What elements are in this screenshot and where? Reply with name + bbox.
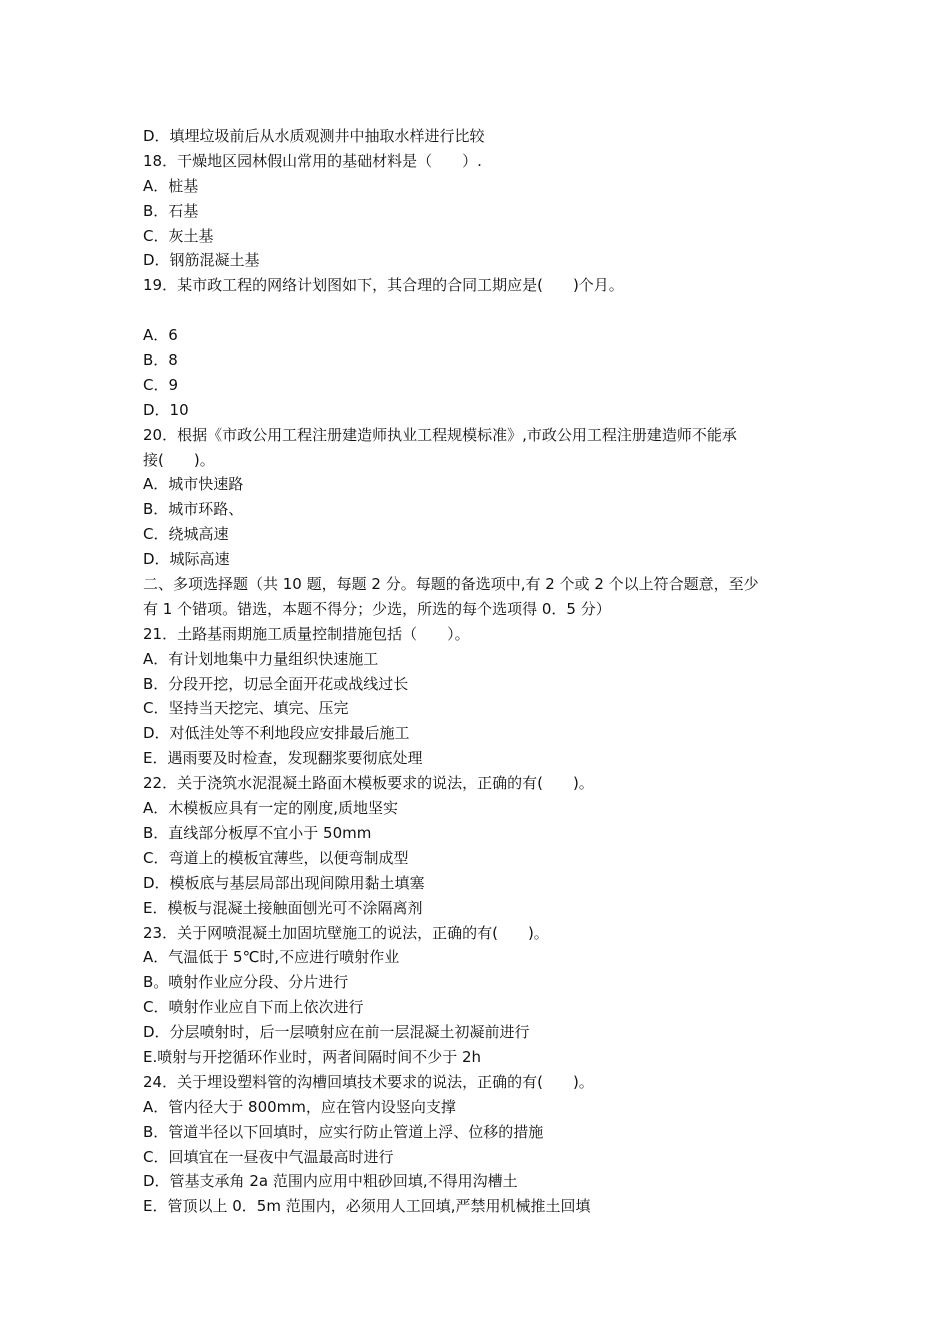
option-line: C．坚持当天挖完、填完、压完 (143, 699, 349, 718)
option-line: D．模板底与基层局部出现间隙用黏土填塞 (143, 873, 425, 892)
option-line: E．模板与混凝土接触面刨光可不涂隔离剂 (143, 898, 423, 917)
option-line: A．6 (143, 326, 178, 345)
option-line: A．气温低于 5℃时,不应进行喷射作业 (143, 948, 400, 967)
option-line: A．桩基 (143, 176, 199, 195)
option-line: B．直线部分板厚不宜小于 50mm (143, 823, 372, 842)
option-line: A．城市快速路 (143, 475, 244, 494)
option-line: D．10 (143, 400, 189, 419)
option-line: E.喷射与开挖循环作业时，两者间隔时间不少于 2h (143, 1047, 482, 1066)
option-line: C．喷射作业应自下而上依次进行 (143, 998, 364, 1017)
option-line: E．遇雨要及时检查，发现翻浆要彻底处理 (143, 749, 423, 768)
question-20-continued: 接( )。 (143, 450, 215, 469)
option-line: C．绕城高速 (143, 525, 229, 544)
question-20: 20．根据《市政公用工程注册建造师执业工程规模标准》,市政公用工程注册建造师不能承 (143, 425, 737, 444)
question-23: 23．关于网喷混凝土加固坑壁施工的说法，正确的有( )。 (143, 923, 549, 942)
question-24: 24．关于埋设塑料管的沟槽回填技术要求的说法，正确的有( )。 (143, 1072, 594, 1091)
option-line: A．有计划地集中力量组织快速施工 (143, 649, 379, 668)
option-line: A．管内径大于 800mm，应在管内设竖向支撑 (143, 1097, 456, 1116)
option-line: E．管顶以上 0．5m 范围内，必须用人工回填,严禁用机械推土回填 (143, 1197, 591, 1216)
question-19: 19．某市政工程的网络计划图如下，其合理的合同工期应是( )个月。 (143, 276, 624, 295)
option-line: D．分层喷射时，后一层喷射应在前一层混凝土初凝前进行 (143, 1023, 530, 1042)
section-heading: 二、多项选择题（共 10 题，每题 2 分。每题的备选项中,有 2 个或 2 个以上符合题意，至少 (143, 575, 759, 594)
option-line: D．管基支承角 2a 范围内应用中粗砂回填,不得用沟槽土 (143, 1172, 518, 1191)
option-line: D．城际高速 (143, 550, 230, 569)
option-line: B。喷射作业应分段、分片进行 (143, 973, 349, 992)
question-21: 21．土路基雨期施工质量控制措施包括（ ）。 (143, 624, 470, 643)
blank-line (143, 298, 813, 323)
section-heading-continued: 有 1 个错项。错选，本题不得分；少选，所选的每个选项得 0．5 分） (143, 599, 611, 618)
option-line: B．管道半径以下回填时，应实行防止管道上浮、位移的措施 (143, 1122, 544, 1141)
option-line: A．木模板应具有一定的刚度,质地坚实 (143, 799, 399, 818)
option-line: D．钢筋混凝土基 (143, 251, 260, 270)
option-line: C．弯道上的模板宜薄些，以便弯制成型 (143, 848, 409, 867)
option-line: D．对低洼处等不利地段应安排最后施工 (143, 724, 410, 743)
document-body (143, 124, 813, 1219)
option-line: C．灰土基 (143, 226, 214, 245)
text-line: D．填埋垃圾前后从水质观测井中抽取水样进行比较 (143, 127, 485, 145)
option-line: C．回填宜在一昼夜中气温最高时进行 (143, 1147, 394, 1166)
question-22: 22．关于浇筑水泥混凝土路面木模板要求的说法，正确的有( )。 (143, 774, 594, 793)
question-18: 18．干燥地区园林假山常用的基础材料是（ ）. (143, 151, 482, 170)
option-line: B．8 (143, 351, 178, 370)
option-line: C．9 (143, 375, 179, 394)
option-line: B．石基 (143, 201, 199, 220)
option-line: B．城市环路、 (143, 500, 244, 519)
option-line: B．分段开挖，切忌全面开花或战线过长 (143, 674, 409, 693)
